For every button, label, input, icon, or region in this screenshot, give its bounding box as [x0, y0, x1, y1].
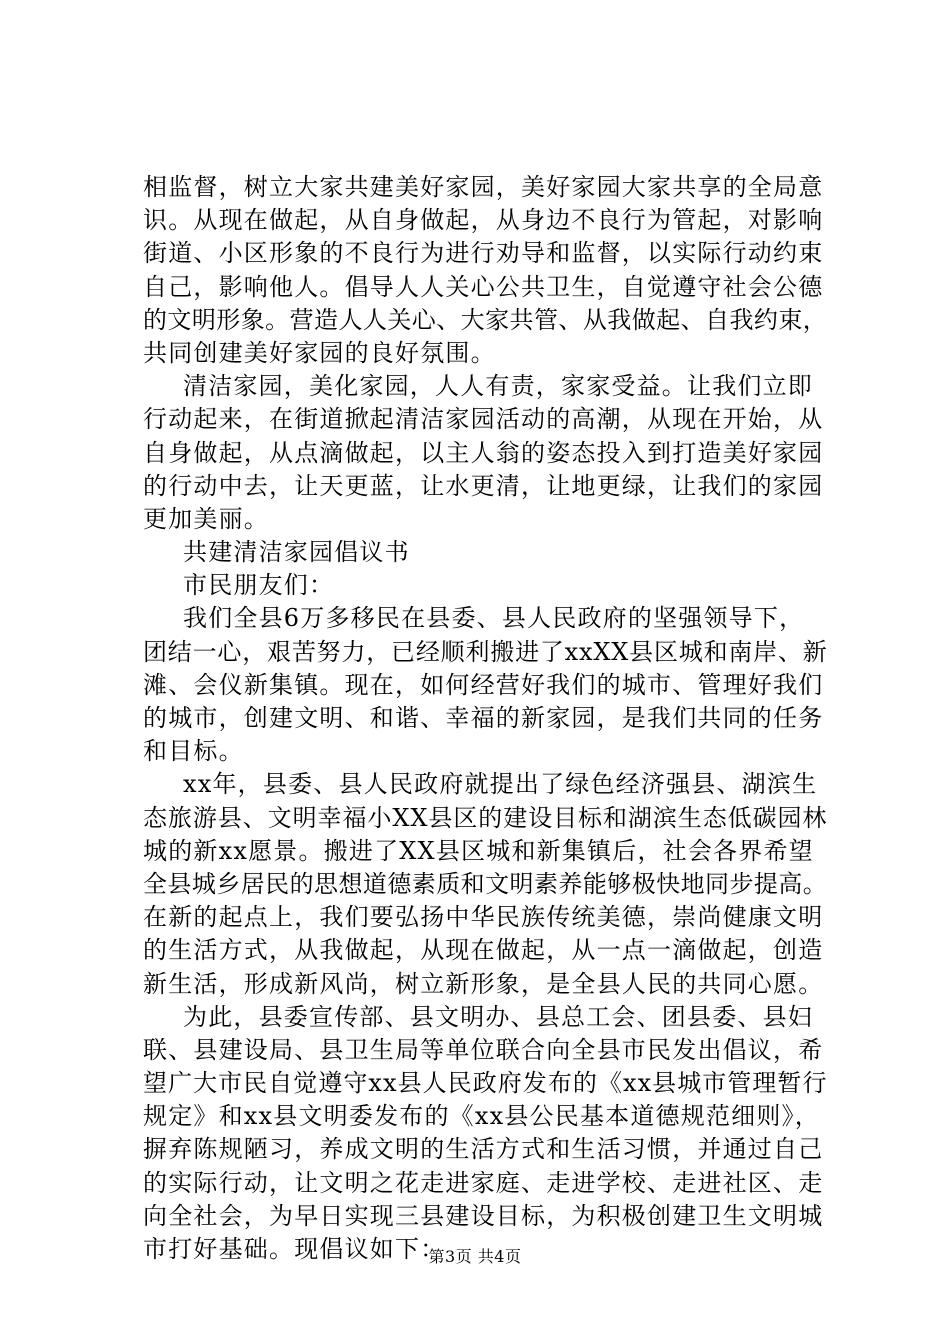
document-body	[143, 171, 828, 1266]
text-line: 清洁家园，美化家园，人人有责，家家受益。让我们立即	[183, 372, 813, 401]
text-line: 街道、小区形象的不良行为进行劝导和监督，以实际行动约束	[143, 239, 824, 268]
text-line: 的文明形象。营造人人关心、大家共管、从我做起、自我约束，	[143, 305, 828, 334]
text-line: 我们全县6万多移民在县委、县人民政府的坚强领导下，	[183, 604, 805, 633]
text-line: 联、县建设局、县卫生局等单位联合向全县市民发出倡议，希	[143, 1035, 824, 1064]
text-line: 更加美丽。	[143, 504, 269, 533]
text-line: 自身做起，从点滴做起，以主人翁的姿态投入到打造美好家园	[143, 438, 824, 467]
text-line: 在新的起点上，我们要弘扬中华民族传统美德，崇尚健康文明	[143, 903, 824, 932]
text-line: 为此，县委宣传部、县文明办、县总工会、团县委、县妇	[183, 1002, 813, 1031]
text-line: 相监督，树立大家共建美好家园，美好家园大家共享的全局意	[143, 173, 824, 201]
text-line: 共同创建美好家园的良好氛围。	[143, 338, 496, 367]
text-line: 的行动中去，让天更蓝，让水更清，让地更绿，让我们的家园	[143, 471, 824, 500]
text-line: 城的新xx愿景。搬进了XX县区城和新集镇后，社会各界希望	[143, 836, 814, 865]
text-line: 市民朋友们：	[183, 571, 335, 600]
text-line: 滩、会仪新集镇。现在，如何经营好我们的城市、管理好我们	[143, 670, 824, 699]
text-line: 的实际行动，让文明之花走进家庭、走进学校、走进社区、走	[143, 1168, 824, 1197]
text-line: 和目标。	[143, 737, 244, 766]
text-line: 自己，影响他人。倡导人人关心公共卫生，自觉遵守社会公德	[143, 272, 824, 301]
text-line: 态旅游县、文明幸福小XX县区的建设目标和湖滨生态低碳园林	[143, 803, 828, 832]
text-line: 规定》和xx县文明委发布的《xx县公民基本道德规范细则》，	[143, 1102, 820, 1131]
text-line: 摒弃陈规陋习，养成文明的生活方式和生活习惯，并通过自己	[143, 1135, 824, 1164]
page-footer	[0, 1247, 950, 1267]
text-line: xx年，县委、县人民政府就提出了绿色经济强县、湖滨生	[183, 770, 818, 799]
page-number: 第3页 共4页	[428, 1247, 522, 1266]
text-line: 行动起来，在街道掀起清洁家园活动的高潮，从现在开始，从	[143, 405, 824, 434]
text-line: 的城市，创建文明、和谐、幸福的新家园，是我们共同的任务	[143, 704, 824, 732]
text-line: 向全社会，为早日实现三县建设目标，为积极创建卫生文明城	[143, 1201, 824, 1230]
text-line: 共建清洁家园倡议书	[183, 538, 410, 567]
text-line: 全县城乡居民的思想道德素质和文明素养能够极快地同步提高。	[143, 869, 828, 898]
text-line: 识。从现在做起，从自身做起，从身边不良行为管起，对影响	[143, 206, 824, 235]
text-line: 新生活，形成新风尚，树立新形象，是全县人民的共同心愿。	[143, 969, 824, 998]
text-line: 团结一心，艰苦努力，已经顺利搬进了xxXX县区城和南岸、新	[143, 637, 828, 666]
text-line: 望广大市民自觉遵守xx县人民政府发布的《xx县城市管理暂行	[143, 1069, 828, 1098]
text-line: 的生活方式，从我做起，从现在做起，从一点一滴做起，创造	[143, 936, 824, 965]
text-line: 市打好基础。现倡议如下：	[143, 1235, 446, 1263]
